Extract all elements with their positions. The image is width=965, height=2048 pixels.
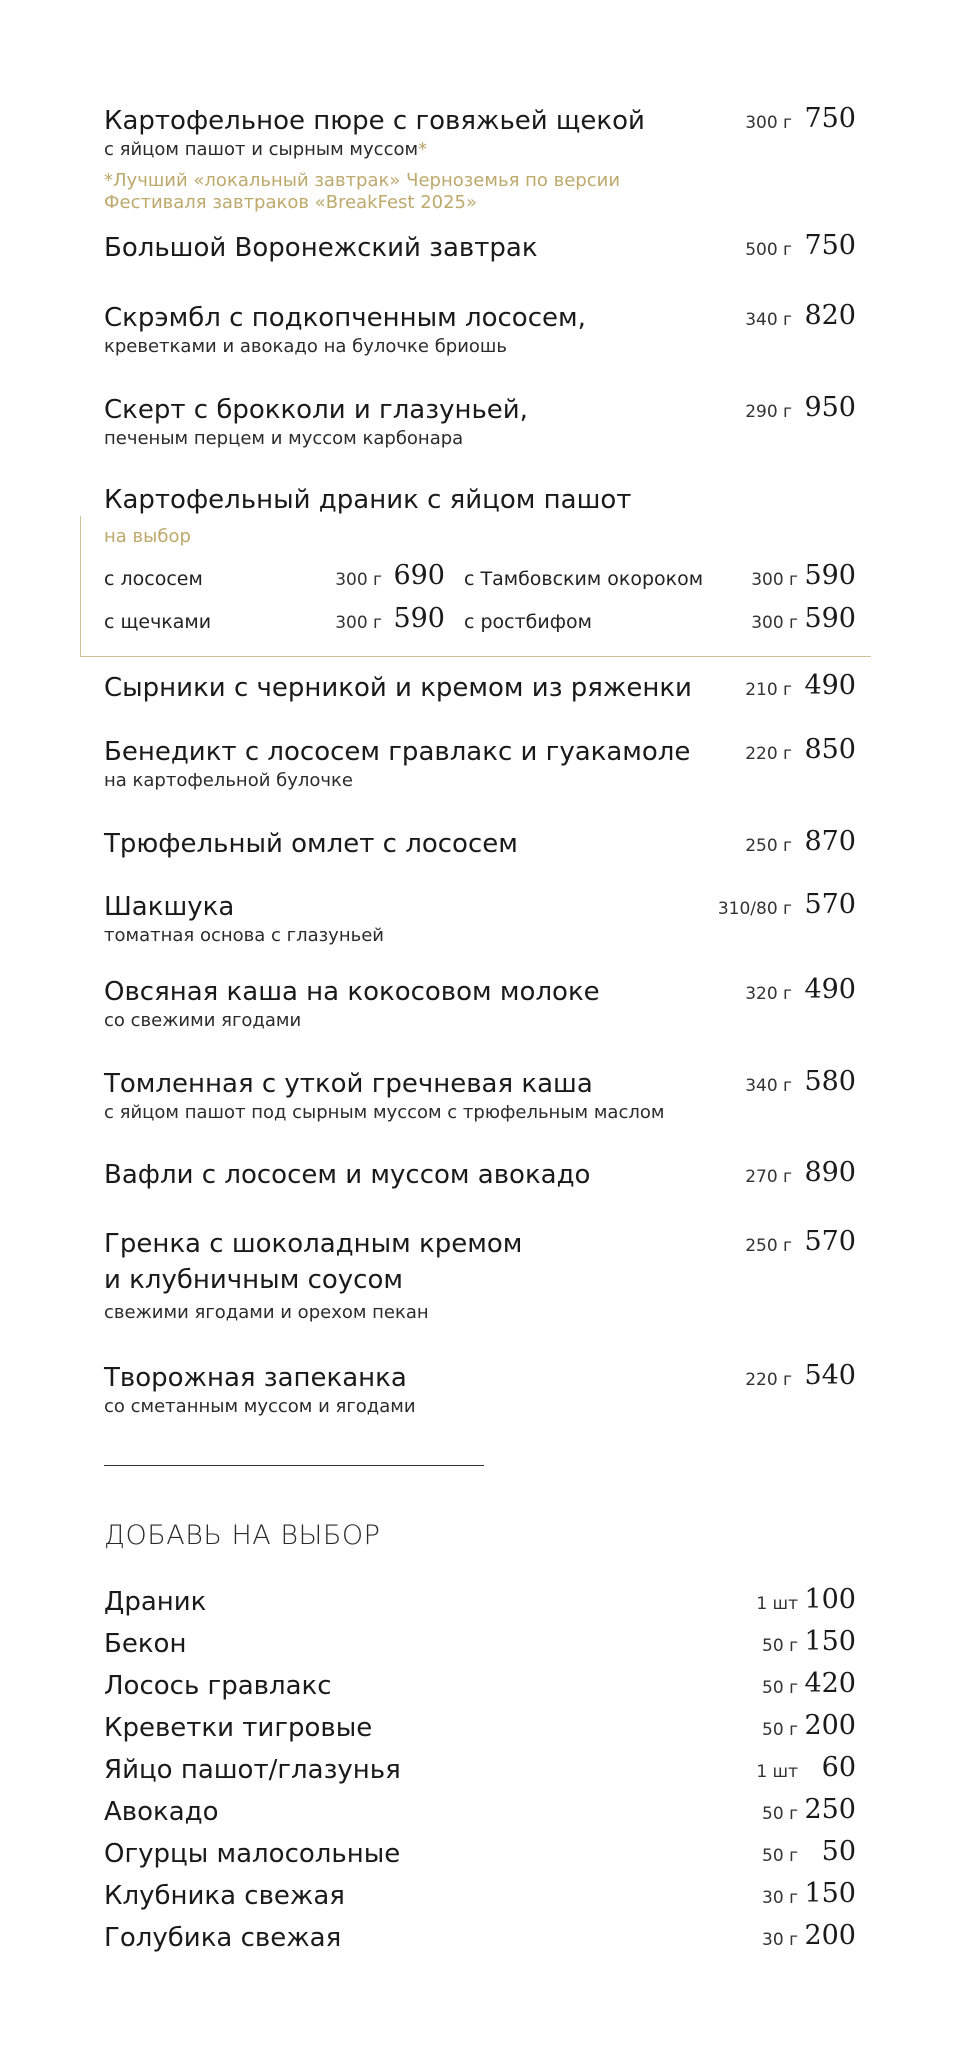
menu-item <box>104 1226 856 1323</box>
addon-item <box>104 1920 856 1956</box>
addon-weight: 50 г <box>762 1720 798 1740</box>
section-heading: ДОБАВЬ НА ВЫБОР <box>104 1520 381 1551</box>
dish-weight: 300 г <box>745 113 792 133</box>
dish-title: Большой Воронежский завтрак <box>104 233 538 263</box>
menu-item <box>104 1157 856 1193</box>
addon-item <box>104 1836 856 1872</box>
addon-title: Драник <box>104 1587 207 1617</box>
award-note <box>104 170 620 214</box>
dish-weight: 310/80 г <box>717 899 792 919</box>
dish-weight: 340 г <box>745 1076 792 1096</box>
section-divider <box>104 1465 484 1466</box>
addon-weight: 50 г <box>762 1678 798 1698</box>
option-price: 690 <box>393 560 445 591</box>
dish-price: 850 <box>804 734 856 765</box>
dish-price: 490 <box>804 670 856 701</box>
dish-price: 490 <box>804 974 856 1005</box>
draniki-item <box>104 482 856 518</box>
option-weight: 300 г <box>335 613 382 633</box>
dish-title-line2: и клубничным соусом <box>104 1265 403 1295</box>
addon-price: 200 <box>804 1710 856 1741</box>
menu-item <box>104 392 856 449</box>
dish-price: 750 <box>804 103 856 134</box>
dish-description: креветками и авокадо на булочке бриошь <box>104 336 508 357</box>
dish-price: 570 <box>804 1226 856 1257</box>
option-price: 590 <box>393 603 445 634</box>
dish-title: Трюфельный омлет с лососем <box>104 829 518 859</box>
option-label: с щечками <box>104 611 212 633</box>
option-label: с Тамбовским окороком <box>464 568 704 590</box>
dish-title: Вафли с лососем и муссом авокадо <box>104 1160 591 1190</box>
dish-description: томатная основа с глазуньей <box>104 925 384 946</box>
dish-price: 750 <box>804 230 856 261</box>
dish-title: Гренка с шоколадным кремом <box>104 1229 523 1259</box>
addon-title: Голубика свежая <box>104 1923 342 1953</box>
addon-weight: 50 г <box>762 1846 798 1866</box>
addon-price: 60 <box>821 1752 856 1783</box>
dish-weight: 500 г <box>745 240 792 260</box>
dish-title: Творожная запеканка <box>104 1363 407 1393</box>
addon-price: 100 <box>804 1584 856 1615</box>
addon-title: Авокадо <box>104 1797 219 1827</box>
addon-title: Бекон <box>104 1629 187 1659</box>
dish-price: 570 <box>804 889 856 920</box>
addon-price: 150 <box>804 1626 856 1657</box>
addon-weight: 1 шт <box>756 1594 798 1614</box>
addon-item <box>104 1626 856 1662</box>
menu-item <box>104 1360 856 1417</box>
addon-weight: 30 г <box>762 1930 798 1950</box>
menu-item <box>104 103 856 160</box>
dish-description: со сметанным муссом и ягодами <box>104 1396 416 1417</box>
dish-title: Томленная с уткой гречневая каша <box>104 1069 593 1099</box>
dish-weight: 340 г <box>745 310 792 330</box>
addon-weight: 1 шт <box>756 1762 798 1782</box>
menu-item <box>104 1066 856 1123</box>
dish-weight: 270 г <box>745 1167 792 1187</box>
dish-title: Шакшука <box>104 892 235 922</box>
addon-item <box>104 1794 856 1830</box>
footnote-star: * <box>418 139 428 160</box>
addon-price: 150 <box>804 1878 856 1909</box>
option-label: с лососем <box>104 568 203 590</box>
dish-title: Картофельный драник с яйцом пашот <box>104 485 632 515</box>
addon-item <box>104 1584 856 1620</box>
menu-item <box>104 826 856 862</box>
dish-title: Сырники с черникой и кремом из ряженки <box>104 673 692 703</box>
menu-item <box>104 889 856 946</box>
dish-weight: 210 г <box>745 680 792 700</box>
dish-description: со свежими ягодами <box>104 1010 302 1031</box>
dish-title: Бенедикт с лососем гравлакс и гуакамоле <box>104 737 691 767</box>
menu-item <box>104 734 856 791</box>
menu-item <box>104 300 856 357</box>
dish-weight: 290 г <box>745 402 792 422</box>
addon-weight: 30 г <box>762 1888 798 1908</box>
dish-description: на картофельной булочке <box>104 770 353 791</box>
menu-item <box>104 230 856 266</box>
choose-label: на выбор <box>104 526 191 547</box>
option-price: 590 <box>804 560 856 591</box>
option-price: 590 <box>804 603 856 634</box>
menu-item <box>104 670 856 706</box>
dish-description: печеным перцем и муссом карбонара <box>104 428 464 449</box>
dish-title: Скерт с брокколи и глазуньей, <box>104 395 528 425</box>
option-weight: 300 г <box>751 570 798 590</box>
dish-weight: 220 г <box>745 744 792 764</box>
dish-weight: 320 г <box>745 984 792 1004</box>
addon-title: Яйцо пашот/глазунья <box>104 1755 401 1785</box>
addon-title: Клубника свежая <box>104 1881 345 1911</box>
dish-price: 890 <box>804 1157 856 1188</box>
award-note-line: *Лучший «локальный завтрак» Черноземья по версии <box>104 170 621 191</box>
addon-title: Лосось гравлакс <box>104 1671 332 1701</box>
addon-item <box>104 1668 856 1704</box>
dish-price: 580 <box>804 1066 856 1097</box>
addon-weight: 50 г <box>762 1804 798 1824</box>
addon-item <box>104 1710 856 1746</box>
addon-price: 420 <box>804 1668 856 1699</box>
dish-title: Скрэмбл с подкопченным лососем, <box>104 303 586 333</box>
dish-price: 820 <box>804 300 856 331</box>
addon-item <box>104 1878 856 1914</box>
dish-price: 870 <box>804 826 856 857</box>
addon-title: Огурцы малосольные <box>104 1839 401 1869</box>
dish-description: с яйцом пашот под сырным муссом с трюфельным маслом <box>104 1102 665 1123</box>
addon-price: 200 <box>804 1920 856 1951</box>
dish-description: свежими ягодами и орехом пекан <box>104 1302 429 1323</box>
addon-item <box>104 1752 856 1788</box>
award-note-line: Фестиваля завтраков «BreakFest 2025» <box>104 192 478 213</box>
option-weight: 300 г <box>751 613 798 633</box>
dish-description: с яйцом пашот и сырным муссом* <box>104 139 428 160</box>
dish-weight: 250 г <box>745 1236 792 1256</box>
dish-price: 540 <box>804 1360 856 1391</box>
option-weight: 300 г <box>335 570 382 590</box>
addon-title: Креветки тигровые <box>104 1713 373 1743</box>
addon-weight: 50 г <box>762 1636 798 1656</box>
menu-item <box>104 974 856 1031</box>
dish-weight: 220 г <box>745 1370 792 1390</box>
dish-title: Овсяная каша на кокосовом молоке <box>104 977 600 1007</box>
addon-price: 50 <box>821 1836 856 1867</box>
addon-price: 250 <box>804 1794 856 1825</box>
dish-title: Картофельное пюре с говяжьей щекой <box>104 106 645 136</box>
dish-price: 950 <box>804 392 856 423</box>
option-label: с ростбифом <box>464 611 592 633</box>
dish-weight: 250 г <box>745 836 792 856</box>
